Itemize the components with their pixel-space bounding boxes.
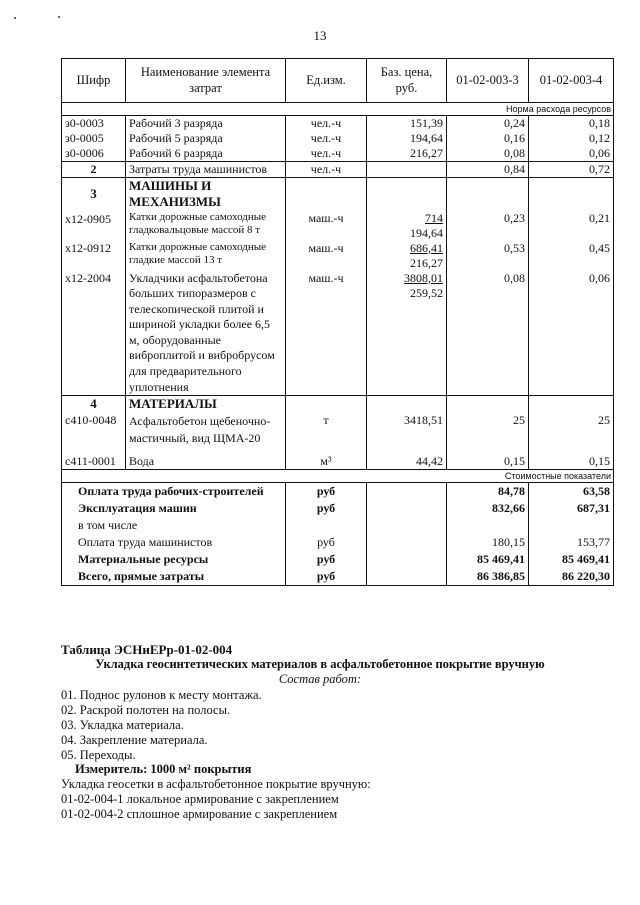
cell-price: 216,27 bbox=[367, 146, 447, 162]
summary-row bbox=[62, 551, 614, 568]
list-item: 01-02-004-1 локальное армирование с закреплением bbox=[61, 792, 339, 806]
cell-unit: маш.-ч bbox=[286, 241, 367, 271]
work-lines bbox=[61, 777, 621, 822]
measure-unit: Измеритель: 1000 м² покрытия bbox=[75, 762, 252, 776]
cell-price-2: 194,64 bbox=[410, 225, 443, 240]
section-title: МАТЕРИАЛЫ bbox=[126, 396, 286, 413]
table-row bbox=[62, 413, 614, 447]
list-item: Укладка геосетки в асфальтобетонное покрытие вручную: bbox=[61, 777, 371, 791]
cell-price: 686,41 bbox=[410, 240, 443, 255]
cell-value-2: 0,15 bbox=[529, 447, 614, 470]
scan-speck bbox=[14, 17, 16, 19]
summary-value-1: 832,66 bbox=[447, 500, 529, 517]
summary-value-2: 63,58 bbox=[529, 482, 614, 500]
summary-value-1: 180,15 bbox=[447, 534, 529, 551]
cell-value-1: 0,15 bbox=[447, 447, 529, 470]
cell-code: з0-0005 bbox=[62, 131, 126, 146]
cell-value-2: 0,45 bbox=[529, 241, 614, 271]
section-title: МАШИНЫ И МЕХАНИЗМЫ bbox=[126, 178, 286, 211]
cell-value-1: 0,16 bbox=[447, 131, 529, 146]
section-code: 4 bbox=[62, 396, 126, 413]
summary-value-2: 153,77 bbox=[529, 534, 614, 551]
cell-name: Вода bbox=[126, 447, 286, 470]
summary-value-2: 86 220,30 bbox=[529, 568, 614, 586]
band-resources: Норма расхода ресурсов bbox=[62, 103, 614, 116]
section-row-machines bbox=[62, 178, 614, 211]
cell-value-2: 0,06 bbox=[529, 271, 614, 396]
header-code: Шифр bbox=[62, 59, 126, 103]
cell-unit: чел.-ч bbox=[286, 162, 367, 178]
cell-name: Катки дорожные самоходные гладковальцовые массой 8 т bbox=[126, 211, 286, 241]
header-col-2: 01-02-003-4 bbox=[529, 59, 614, 103]
cell-code: з0-0006 bbox=[62, 146, 126, 162]
cell-unit: маш.-ч bbox=[286, 211, 367, 241]
section-code: 3 bbox=[62, 178, 126, 211]
list-item: 03. Укладка материала. bbox=[61, 718, 184, 732]
steps-list bbox=[61, 688, 621, 763]
summary-label: Всего, прямые затраты bbox=[62, 568, 286, 586]
list-item: 01. Поднос рулонов к месту монтажа. bbox=[61, 688, 262, 702]
band-costs: Стоимостные показатели bbox=[62, 469, 614, 482]
cell-price bbox=[367, 162, 447, 178]
summary-label: Эксплуатация машин bbox=[62, 500, 286, 517]
header-unit: Ед.изм. bbox=[286, 59, 367, 103]
cell-price: 44,42 bbox=[367, 447, 447, 470]
cell-price: 714 bbox=[425, 210, 443, 225]
cell-value-2: 0,72 bbox=[529, 162, 614, 178]
cell-price: 3808,01 bbox=[404, 270, 443, 285]
header-name: Наименование элемента затрат bbox=[126, 59, 286, 103]
cell-name: Рабочий 3 разряда bbox=[126, 116, 286, 132]
summary-label: Материальные ресурсы bbox=[62, 551, 286, 568]
cell-unit: м³ bbox=[286, 447, 367, 470]
cell-name: Затраты труда машинистов bbox=[126, 162, 286, 178]
cell-code: з0-0003 bbox=[62, 116, 126, 132]
band-row bbox=[62, 469, 614, 482]
cell-value-2: 0,12 bbox=[529, 131, 614, 146]
list-item: 02. Раскрой полотен на полосы. bbox=[61, 703, 231, 717]
cell-value-1: 0,24 bbox=[447, 116, 529, 132]
scan-speck bbox=[58, 16, 60, 18]
table-header-row bbox=[62, 59, 614, 103]
machinist-row bbox=[62, 162, 614, 178]
cell-price-2: 216,27 bbox=[410, 255, 443, 270]
table-row bbox=[62, 131, 614, 146]
section-subtitle: Укладка геосинтетических материалов в асфальтобетонное покрытие вручную bbox=[95, 657, 545, 671]
table-row bbox=[62, 146, 614, 162]
header-col-1: 01-02-003-3 bbox=[447, 59, 529, 103]
cell-value-2: 25 bbox=[529, 413, 614, 447]
header-price: Баз. цена, руб. bbox=[367, 59, 447, 103]
cell-code: с411-0001 bbox=[62, 447, 126, 470]
summary-row bbox=[62, 500, 614, 517]
table-row bbox=[62, 271, 614, 396]
table-row bbox=[62, 116, 614, 132]
summary-value-2: 687,31 bbox=[529, 500, 614, 517]
summary-unit: руб bbox=[286, 482, 367, 500]
cell-unit: маш.-ч bbox=[286, 271, 367, 396]
cell-name: Асфальтобетон щебеночно-мастичный, вид ЩМА-20 bbox=[126, 413, 286, 447]
summary-value-1: 86 386,85 bbox=[447, 568, 529, 586]
cell-code: с410-0048 bbox=[62, 413, 126, 447]
summary-value-1: 85 469,41 bbox=[447, 551, 529, 568]
cell-unit: чел.-ч bbox=[286, 131, 367, 146]
summary-unit: руб bbox=[286, 568, 367, 586]
summary-row bbox=[62, 568, 614, 586]
list-item: 01-02-004-2 сплошное армирование с закреплением bbox=[61, 807, 338, 821]
cell-value-2: 0,18 bbox=[529, 116, 614, 132]
cell-value-2: 0,21 bbox=[529, 211, 614, 241]
cell-code: 2 bbox=[62, 162, 126, 178]
list-item: 04. Закрепление материала. bbox=[61, 733, 208, 747]
summary-value-1: 84,78 bbox=[447, 482, 529, 500]
resource-table bbox=[61, 58, 614, 586]
cell-price: 3418,51 bbox=[367, 413, 447, 447]
cell-price: 151,39 bbox=[367, 116, 447, 132]
summary-row bbox=[62, 517, 614, 534]
table-title: Таблица ЭСНиЕРр-01-02-004 bbox=[61, 642, 233, 657]
summary-label: в том числе bbox=[62, 517, 286, 534]
summary-unit: руб bbox=[286, 551, 367, 568]
composition-heading: Состав работ: bbox=[278, 672, 362, 686]
cell-value-1: 0,23 bbox=[447, 211, 529, 241]
summary-unit: руб bbox=[286, 534, 367, 551]
cell-value-1: 0,84 bbox=[447, 162, 529, 178]
summary-row bbox=[62, 534, 614, 551]
cell-value-1: 0,53 bbox=[447, 241, 529, 271]
summary-row bbox=[62, 482, 614, 500]
cell-unit: чел.-ч bbox=[286, 116, 367, 132]
cell-value-1: 0,08 bbox=[447, 271, 529, 396]
list-item: 05. Переходы. bbox=[61, 748, 136, 762]
cell-name: Рабочий 6 разряда bbox=[126, 146, 286, 162]
page-number: 13 bbox=[313, 28, 327, 43]
summary-label: Оплата труда машинистов bbox=[62, 534, 286, 551]
cell-value-1: 0,08 bbox=[447, 146, 529, 162]
cell-name: Укладчики асфальтобетона больших типоразмеров с телескопической плитой и шириной укладки более 6,5 м, оборудованные виброплитой и вибробрусом для предварительного уплотнения bbox=[126, 271, 286, 396]
section-row-materials bbox=[62, 396, 614, 413]
cell-value-2: 0,06 bbox=[529, 146, 614, 162]
cell-unit: т bbox=[286, 413, 367, 447]
table-row bbox=[62, 447, 614, 470]
summary-unit: руб bbox=[286, 500, 367, 517]
cell-code: х12-0905 bbox=[62, 211, 126, 241]
table-row bbox=[62, 211, 614, 241]
cell-value-1: 25 bbox=[447, 413, 529, 447]
cell-name: Рабочий 5 разряда bbox=[126, 131, 286, 146]
summary-label: Оплата труда рабочих-строителей bbox=[62, 482, 286, 500]
cell-code: х12-2004 bbox=[62, 271, 126, 396]
cell-name: Катки дорожные самоходные гладкие массой 13 т bbox=[126, 241, 286, 271]
cell-price: 194,64 bbox=[367, 131, 447, 146]
summary-value-2: 85 469,41 bbox=[529, 551, 614, 568]
table-row bbox=[62, 241, 614, 271]
cell-price-2: 259,52 bbox=[410, 285, 443, 300]
cell-unit: чел.-ч bbox=[286, 146, 367, 162]
cell-code: х12-0912 bbox=[62, 241, 126, 271]
band-row bbox=[62, 103, 614, 116]
